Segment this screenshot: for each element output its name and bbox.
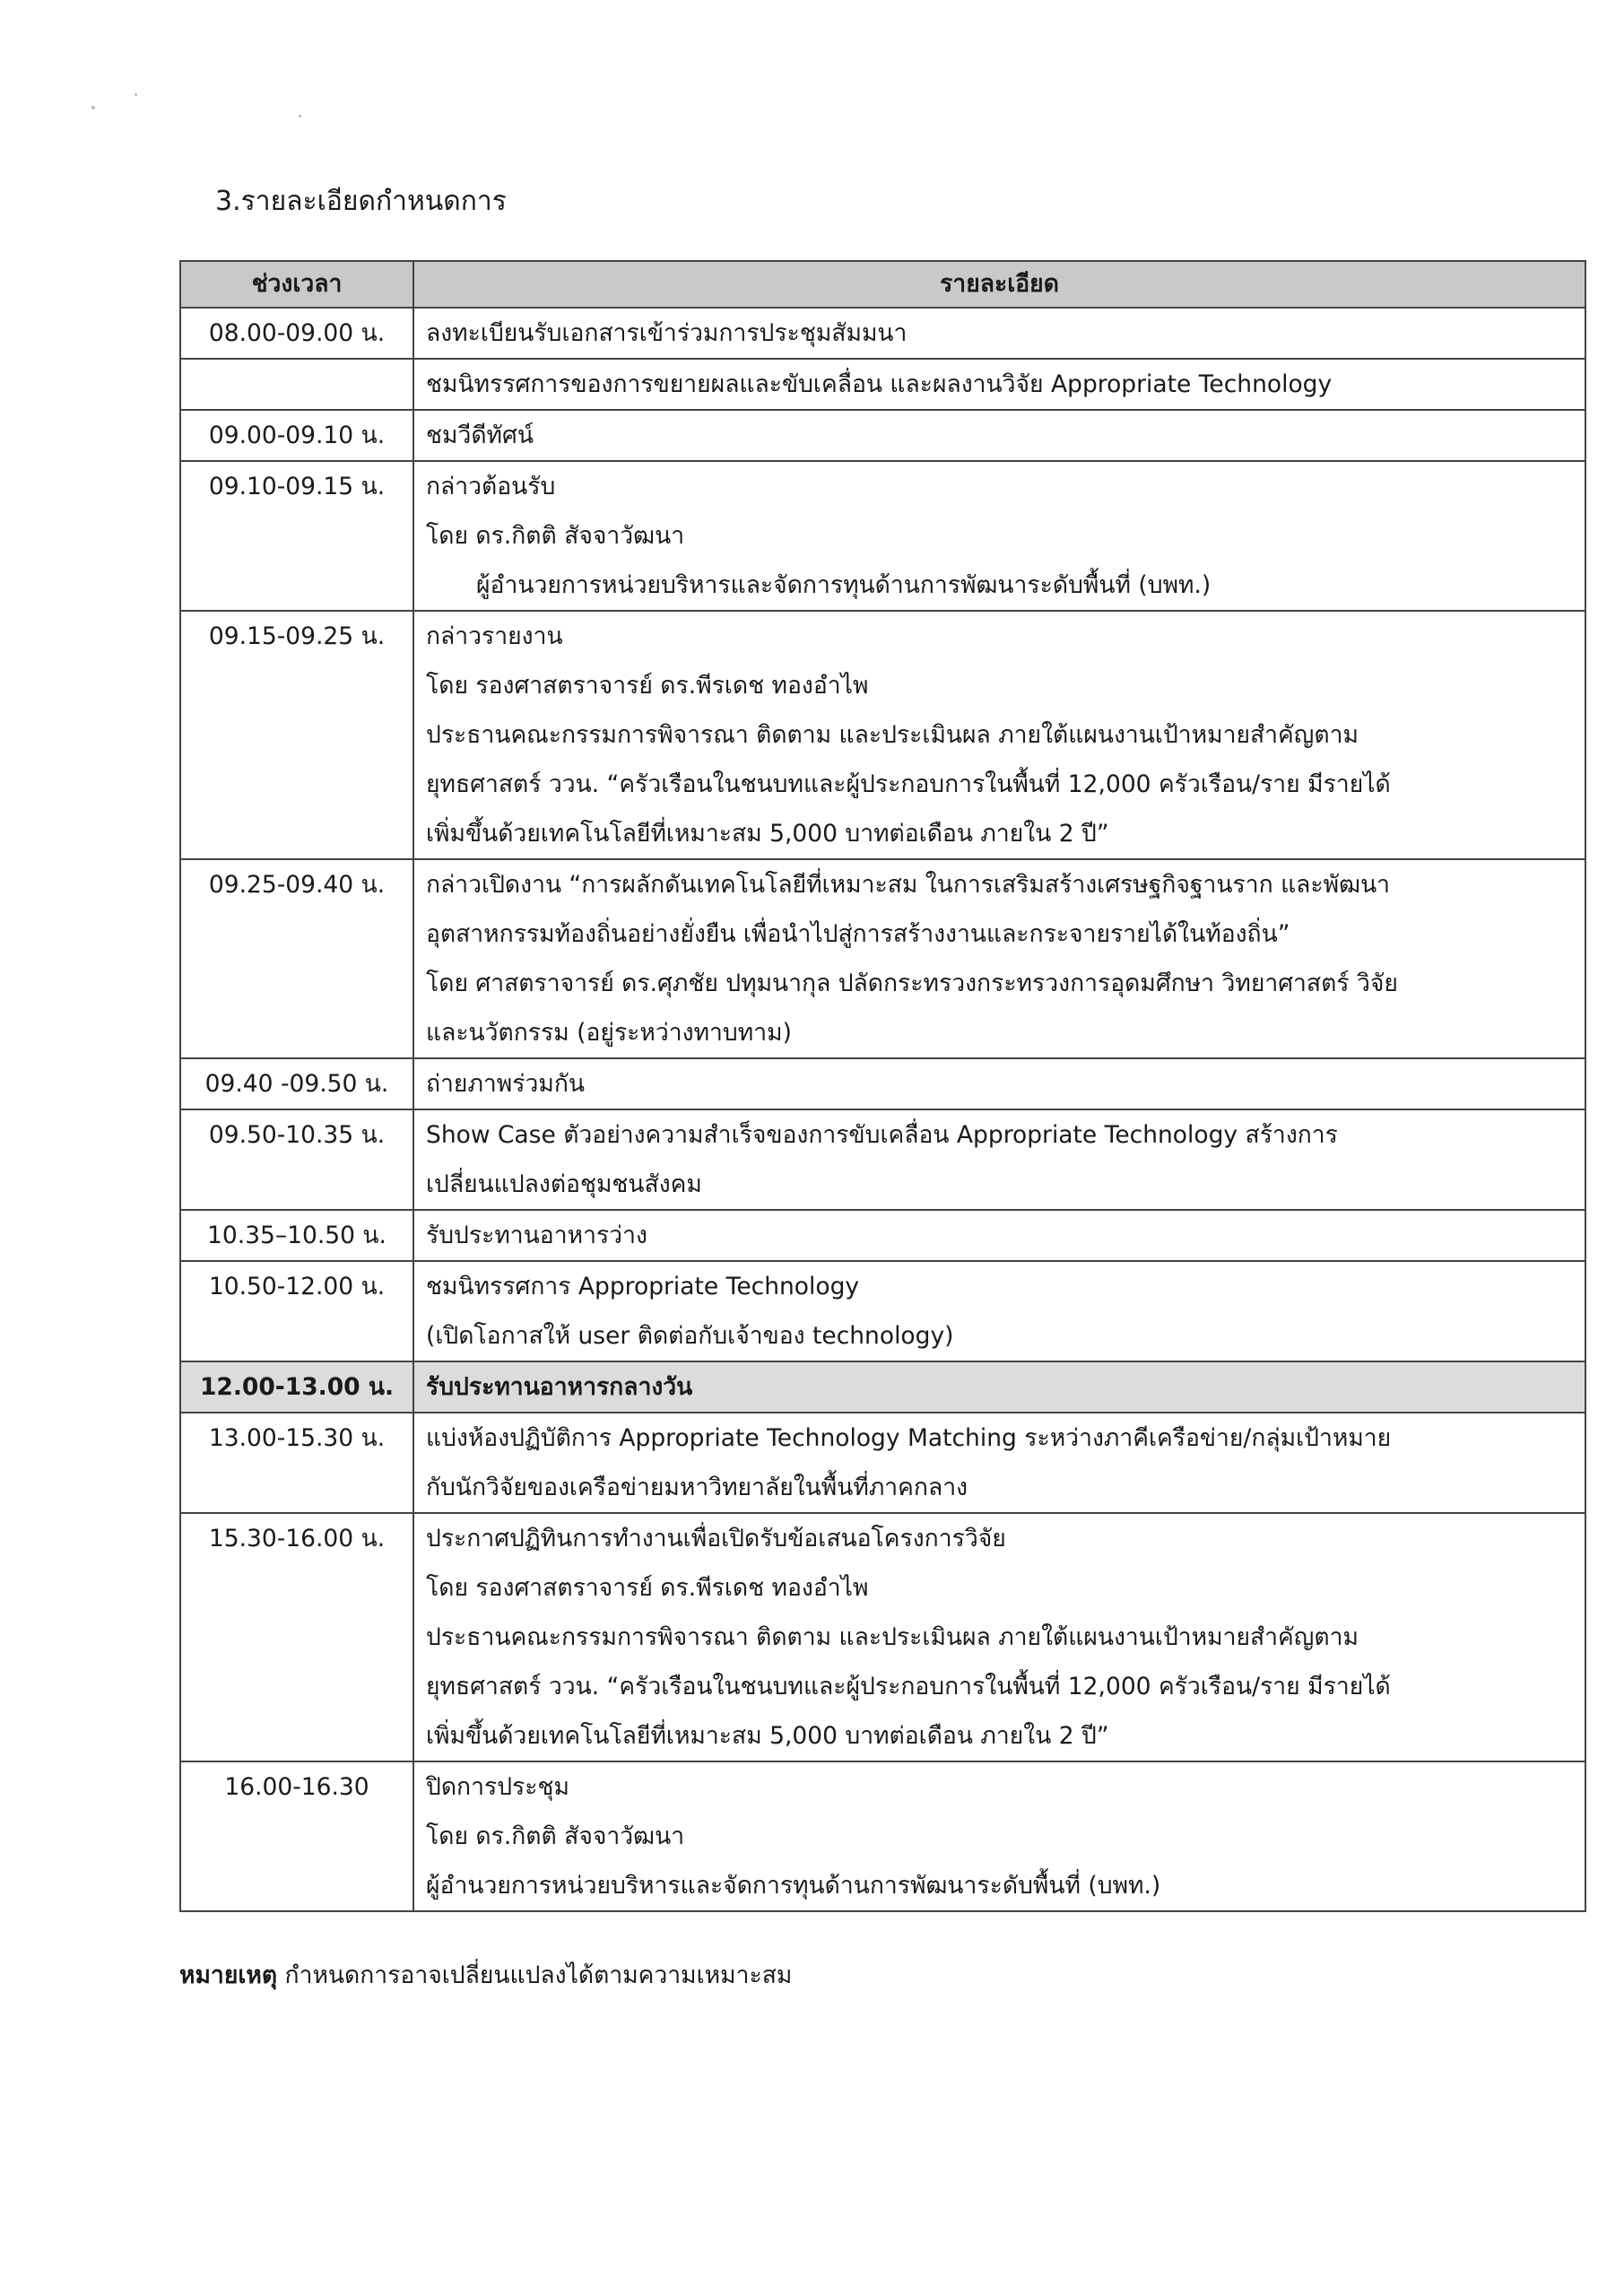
detail-line: ประกาศปฏิทินการทำงานเพื่อเปิดรับข้อเสนอโครงการวิจัย (426, 1525, 1006, 1552)
detail-line: กับนักวิจัยของเครือข่ายมหาวิทยาลัยในพื้นที่ภาคกลาง (426, 1474, 968, 1501)
schedule-table (179, 260, 1586, 1912)
table-row (180, 1761, 1585, 1911)
row-detail (413, 1361, 1585, 1413)
row-detail (413, 359, 1585, 410)
detail-line: ชมนิทรรศการ Appropriate Technology (426, 1273, 860, 1300)
detail-line: กล่าวรายงาน (426, 622, 563, 650)
row-time: 09.40 -09.50 น. (180, 1058, 413, 1109)
scan-speck (135, 93, 137, 96)
scan-speck (91, 106, 95, 109)
row-detail (413, 859, 1585, 1058)
row-time: 12.00-13.00 น. (180, 1361, 413, 1413)
detail-line: ประธานคณะกรรมการพิจารณา ติดตาม และประเมินผล ภายใต้แผนงานเป้าหมายสำคัญตาม (426, 721, 1359, 749)
detail-line: ผู้อำนวยการหน่วยบริหารและจัดการทุนด้านการพัฒนาระดับพื้นที่ (บพท.) (426, 1872, 1161, 1900)
row-detail (413, 461, 1585, 611)
row-time: 09.10-09.15 น. (180, 461, 413, 611)
detail-line: กล่าวต้อนรับ (426, 473, 556, 500)
row-detail (413, 611, 1585, 859)
table-row (180, 308, 1585, 359)
detail-line: รับประทานอาหารกลางวัน (426, 1373, 693, 1401)
detail-line: (เปิดโอกาสให้ user ติดต่อกับเจ้าของ technology) (426, 1322, 954, 1350)
header-detail: รายละเอียด (413, 261, 1585, 308)
table-row (180, 859, 1585, 1058)
table-row (180, 461, 1585, 611)
detail-line: ปิดการประชุม (426, 1773, 569, 1801)
row-detail (413, 308, 1585, 359)
header-time: ช่วงเวลา (180, 261, 413, 308)
detail-line: ประธานคณะกรรมการพิจารณา ติดตาม และประเมินผล ภายใต้แผนงานเป้าหมายสำคัญตาม (426, 1623, 1359, 1651)
table-row (180, 1210, 1585, 1261)
row-time: 10.50-12.00 น. (180, 1261, 413, 1361)
footnote-text: กำหนดการอาจเปลี่ยนแปลงได้ตามความเหมาะสม (284, 1961, 793, 1989)
row-time: 09.00-09.10 น. (180, 410, 413, 461)
detail-line: ชมนิทรรศการของการขยายผลและขับเคลื่อน และผลงานวิจัย Appropriate Technology (426, 370, 1333, 398)
row-detail (413, 1109, 1585, 1210)
footnote (179, 1958, 792, 1994)
detail-line: เพิ่มขึ้นด้วยเทคโนโลยีที่เหมาะสม 5,000 บาทต่อเดือน ภายใน 2 ปี” (426, 1722, 1109, 1750)
table-header-row (180, 261, 1585, 308)
row-time: 13.00-15.30 น. (180, 1413, 413, 1513)
row-detail (413, 1058, 1585, 1109)
table-row (180, 1513, 1585, 1761)
row-time: 09.50-10.35 น. (180, 1109, 413, 1210)
table-row (180, 410, 1585, 461)
row-detail (413, 1761, 1585, 1911)
detail-line: กล่าวเปิดงาน “การผลักดันเทคโนโลยีที่เหมาะสม ในการเสริมสร้างเศรษฐกิจฐานราก และพัฒนา (426, 871, 1391, 899)
detail-line: ถ่ายภาพร่วมกัน (426, 1070, 586, 1098)
detail-line: โดย รองศาสตราจารย์ ดร.พีรเดช ทองอำไพ (426, 672, 869, 700)
section-title: 3.รายละเอียดกำหนดการ (215, 186, 507, 217)
table-row (180, 359, 1585, 410)
row-time: 09.25-09.40 น. (180, 859, 413, 1058)
table-row (180, 1109, 1585, 1210)
detail-line: แบ่งห้องปฏิบัติการ Appropriate Technology Matching ระหว่างภาคีเครือข่าย/กลุ่มเป้าหมาย (426, 1424, 1392, 1452)
detail-line: โดย ศาสตราจารย์ ดร.ศุภชัย ปทุมนากุล ปลัดกระทรวงกระทรวงการอุดมศึกษา วิทยาศาสตร์ วิจัย (426, 970, 1398, 997)
scan-speck (299, 115, 301, 117)
detail-line: ยุทธศาสตร์ ววน. “ครัวเรือนในชนบทและผู้ประกอบการในพื้นที่ 12,000 ครัวเรือน/ราย มีรายได้ (426, 770, 1391, 798)
detail-line: เปลี่ยนแปลงต่อชุมชนสังคม (426, 1170, 702, 1198)
row-time: 08.00-09.00 น. (180, 308, 413, 359)
detail-line: รับประทานอาหารว่าง (426, 1222, 647, 1249)
detail-line: ยุทธศาสตร์ ววน. “ครัวเรือนในชนบทและผู้ประกอบการในพื้นที่ 12,000 ครัวเรือน/ราย มีรายได้ (426, 1673, 1391, 1700)
detail-line: Show Case ตัวอย่างความสำเร็จของการขับเคลื่อน Appropriate Technology สร้างการ (426, 1121, 1338, 1149)
detail-line: ลงทะเบียนรับเอกสารเข้าร่วมการประชุมสัมมนา (426, 319, 908, 347)
detail-line: โดย รองศาสตราจารย์ ดร.พีรเดช ทองอำไพ (426, 1574, 869, 1602)
table-row (180, 1058, 1585, 1109)
row-detail (413, 1210, 1585, 1261)
detail-line: ชมวีดีทัศน์ (426, 422, 534, 449)
row-time: 15.30-16.00 น. (180, 1513, 413, 1761)
row-time: 10.35–10.50 น. (180, 1210, 413, 1261)
row-time: 16.00-16.30 (180, 1761, 413, 1911)
row-detail (413, 1513, 1585, 1761)
table-row-lunch (180, 1361, 1585, 1413)
detail-line-indented: ผู้อำนวยการหน่วยบริหารและจัดการทุนด้านการพัฒนาระดับพื้นที่ (บพท.) (476, 571, 1211, 599)
detail-line: และนวัตกรรม (อยู่ระหว่างทาบทาม) (426, 1019, 792, 1047)
detail-line: โดย ดร.กิตติ สัจจาวัฒนา (426, 522, 685, 550)
detail-line: เพิ่มขึ้นด้วยเทคโนโลยีที่เหมาะสม 5,000 บาทต่อเดือน ภายใน 2 ปี” (426, 820, 1109, 848)
footnote-label: หมายเหตุ (179, 1961, 278, 1989)
detail-line: โดย ดร.กิตติ สัจจาวัฒนา (426, 1822, 685, 1850)
row-time-empty (180, 359, 413, 410)
row-detail (413, 1261, 1585, 1361)
table-row (180, 1413, 1585, 1513)
row-detail (413, 410, 1585, 461)
row-detail (413, 1413, 1585, 1513)
detail-line: อุตสาหกรรมท้องถิ่นอย่างยั่งยืน เพื่อนำไปสู่การสร้างงานและกระจายรายได้ในท้องถิ่น” (426, 920, 1290, 948)
row-time: 09.15-09.25 น. (180, 611, 413, 859)
table-row (180, 611, 1585, 859)
table-row (180, 1261, 1585, 1361)
